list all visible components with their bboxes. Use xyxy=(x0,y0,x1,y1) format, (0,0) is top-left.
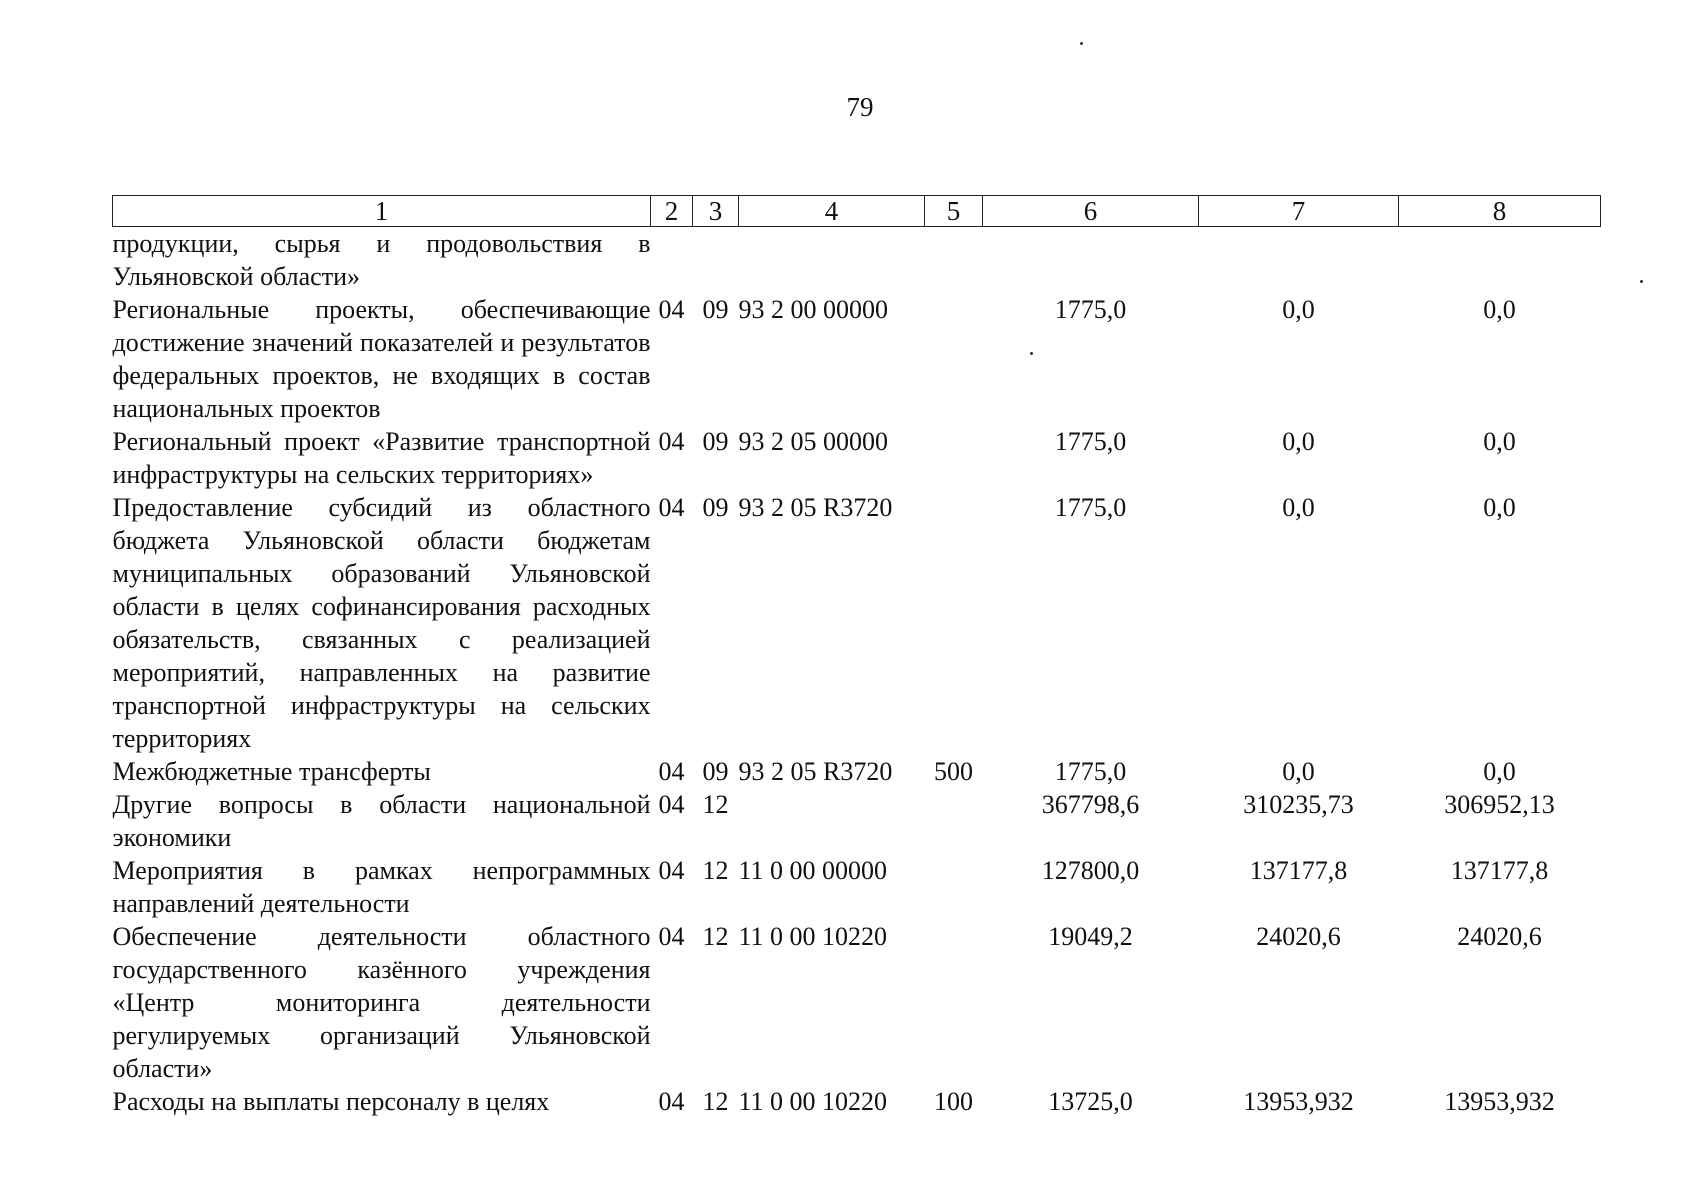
row-name: Межбюджетные трансферты xyxy=(112,757,431,786)
row-value-8: 137177,8 xyxy=(1450,856,1549,885)
row-name: Мероприятия в рамках непрограммных направлений деятельности xyxy=(112,856,651,918)
row-section: 04 xyxy=(658,1087,685,1116)
header-col-3: 3 xyxy=(693,196,739,227)
row-expense-type: 100 xyxy=(934,1087,973,1116)
row-section: 04 xyxy=(658,790,685,819)
row-section: 04 xyxy=(658,757,685,786)
row-expense-type xyxy=(925,920,983,1085)
row-section: 04 xyxy=(658,856,685,885)
row-value-8: 0,0 xyxy=(1483,757,1516,786)
table-row xyxy=(113,425,1601,491)
row-section: 04 xyxy=(658,295,685,324)
row-expense-type: 500 xyxy=(934,757,973,786)
row-value-6: 13725,0 xyxy=(1048,1087,1133,1116)
row-value-7: 0,0 xyxy=(1282,757,1315,786)
row-value-8: 24020,6 xyxy=(1457,922,1542,951)
header-col-8: 8 xyxy=(1399,196,1601,227)
header-col-4: 4 xyxy=(739,196,925,227)
row-value-7: 0,0 xyxy=(1282,427,1315,456)
budget-table xyxy=(112,195,1601,1118)
row-section: 04 xyxy=(658,922,685,951)
table-row xyxy=(113,293,1601,425)
row-value-6: 1775,0 xyxy=(1054,757,1127,786)
row-target-code: 11 0 00 10220 xyxy=(738,1087,888,1116)
row-value-6: 19049,2 xyxy=(1048,922,1133,951)
header-col-5: 5 xyxy=(925,196,983,227)
row-subsection: 12 xyxy=(702,790,729,819)
row-value-6: 1775,0 xyxy=(1054,427,1127,456)
row-value-8: 306952,13 xyxy=(1444,790,1555,819)
row-section: 04 xyxy=(658,493,685,522)
row-subsection xyxy=(693,227,739,294)
row-value-8: 0,0 xyxy=(1483,295,1516,324)
row-target-code xyxy=(739,227,925,294)
row-value-7 xyxy=(1199,227,1399,294)
header-col-6: 6 xyxy=(983,196,1199,227)
row-expense-type xyxy=(925,293,983,425)
row-value-6 xyxy=(983,227,1199,294)
row-name: Обеспечение деятельности областного государственного казённого учреждения «Центр мониторинга деятельности регулируемых организаций Ульяновской области» xyxy=(112,922,651,1083)
row-expense-type xyxy=(925,227,983,294)
row-subsection: 09 xyxy=(702,757,729,786)
row-target-code: 11 0 00 10220 xyxy=(738,922,888,951)
scan-speck xyxy=(1080,42,1083,45)
row-subsection: 12 xyxy=(702,1087,729,1116)
header-col-7: 7 xyxy=(1199,196,1399,227)
table-row xyxy=(113,491,1601,755)
row-subsection: 09 xyxy=(702,295,729,324)
row-section: 04 xyxy=(658,427,685,456)
row-value-7: 137177,8 xyxy=(1249,856,1348,885)
row-subsection: 09 xyxy=(702,427,729,456)
row-target-code: 93 2 05 R3720 xyxy=(738,757,893,786)
row-target-code: 93 2 05 00000 xyxy=(738,427,888,456)
row-target-code: 93 2 00 00000 xyxy=(738,295,888,324)
row-value-7: 13953,932 xyxy=(1243,1087,1354,1116)
row-value-6: 367798,6 xyxy=(1041,790,1140,819)
scan-speck xyxy=(1640,280,1643,283)
row-value-6: 1775,0 xyxy=(1054,493,1127,522)
row-target-code: 11 0 00 00000 xyxy=(738,856,888,885)
row-expense-type xyxy=(925,425,983,491)
row-value-6: 127800,0 xyxy=(1041,856,1140,885)
row-name: Региональный проект «Развитие транспортной инфраструктуры на сельских территориях» xyxy=(112,427,651,489)
row-expense-type xyxy=(925,854,983,920)
row-expense-type xyxy=(925,788,983,854)
scan-speck xyxy=(1030,352,1033,355)
table-row xyxy=(113,227,1601,294)
row-value-8: 0,0 xyxy=(1483,493,1516,522)
row-subsection: 09 xyxy=(702,493,729,522)
page-number: 79 xyxy=(846,92,874,122)
row-value-6: 1775,0 xyxy=(1054,295,1127,324)
table-row xyxy=(113,1085,1601,1118)
row-target-code xyxy=(739,788,925,854)
row-name: Предоставление субсидий из областного бюджета Ульяновской области бюджетам муниципальных образований Ульяновской области в целях софинансирования расходных обязательств, связанных с реализацией мероприятий, направленных на развитие транспортной инфраструктуры на сельских территориях xyxy=(112,493,651,753)
row-value-7: 0,0 xyxy=(1282,295,1315,324)
row-name: Расходы на выплаты персоналу в целях xyxy=(112,1087,550,1116)
header-col-2: 2 xyxy=(651,196,693,227)
table-row xyxy=(113,854,1601,920)
row-value-7: 0,0 xyxy=(1282,493,1315,522)
row-name: Региональные проекты, обеспечивающие достижение значений показателей и результатов федеральных проектов, не входящих в состав национальных проектов xyxy=(112,295,651,423)
row-value-7: 310235,73 xyxy=(1243,790,1354,819)
header-col-1: 1 xyxy=(113,196,651,227)
row-expense-type xyxy=(925,491,983,755)
header-row xyxy=(113,196,1601,227)
row-value-8: 13953,932 xyxy=(1444,1087,1555,1116)
table-row xyxy=(113,755,1601,788)
row-subsection: 12 xyxy=(702,856,729,885)
row-value-8: 0,0 xyxy=(1483,427,1516,456)
row-target-code: 93 2 05 R3720 xyxy=(738,493,893,522)
row-value-8 xyxy=(1399,227,1601,294)
row-subsection: 12 xyxy=(702,922,729,951)
row-name: Другие вопросы в области национальной экономики xyxy=(112,790,651,852)
table-row xyxy=(113,788,1601,854)
table-row xyxy=(113,920,1601,1085)
row-name: продукции, сырья и продовольствия в Ульяновской области» xyxy=(112,229,651,291)
row-value-7: 24020,6 xyxy=(1256,922,1341,951)
row-section xyxy=(651,227,693,294)
